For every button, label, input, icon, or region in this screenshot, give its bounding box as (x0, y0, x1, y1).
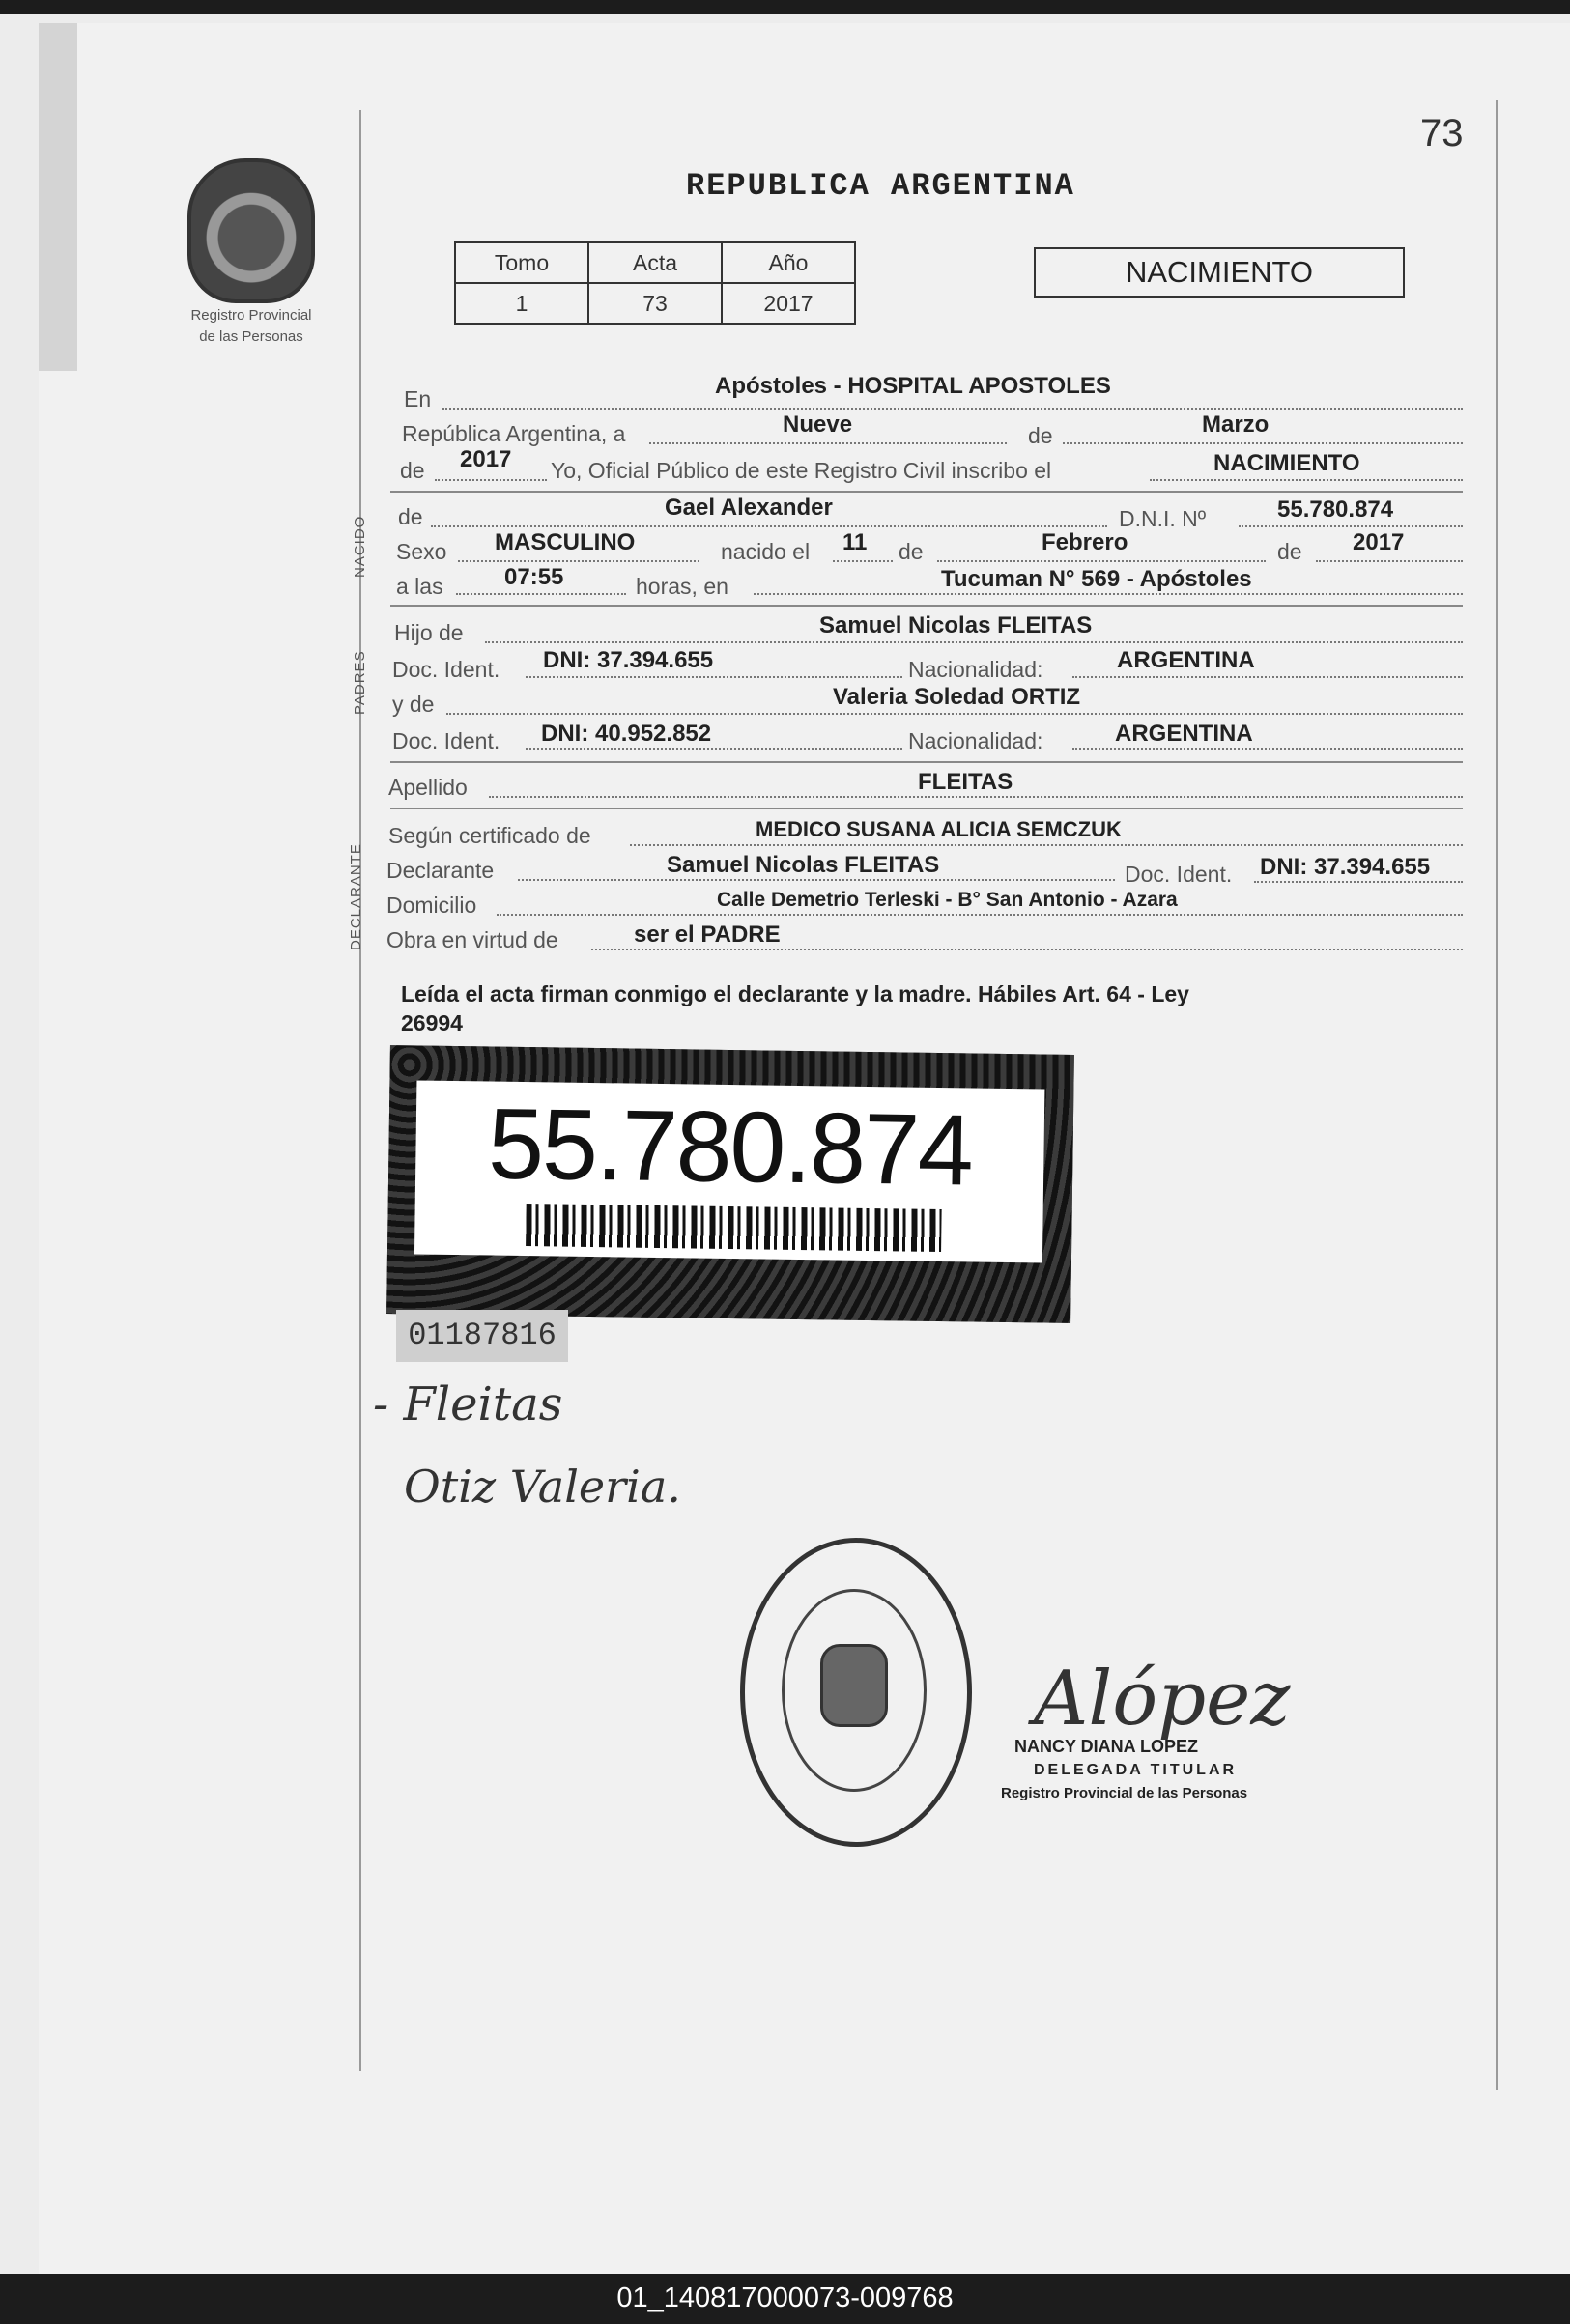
horas-label: horas, en (636, 574, 728, 599)
section-label-padres: PADRES (352, 650, 368, 715)
hijo-label: Hijo de (394, 620, 464, 645)
dotted-line (456, 593, 626, 595)
dotted-line (937, 560, 1266, 562)
dotted-line (1072, 748, 1463, 750)
dotted-line (518, 879, 1115, 881)
record-type-box: NACIMIENTO (1034, 247, 1405, 298)
month-value: Marzo (1202, 411, 1270, 438)
en-label: En (404, 386, 432, 411)
republica-label: República Argentina, a (402, 421, 626, 446)
barcode-number: 55.780.874 (487, 1088, 973, 1207)
page-number: 73 (1420, 112, 1464, 155)
header-anio: Año (722, 242, 855, 283)
statement-text: Yo, Oficial Público de este Registro Civil inscribo el (551, 458, 1052, 483)
section-divider (390, 761, 1463, 763)
year-value: 2017 (460, 446, 512, 472)
obra-value: ser el PADRE (634, 921, 781, 948)
birth-day: 11 (842, 529, 868, 555)
official-office: Registro Provincial de las Personas (1001, 1785, 1248, 1801)
place-value: Apóstoles - HOSPITAL APOSTOLES (715, 373, 1111, 399)
sexo-label: Sexo (396, 539, 447, 564)
official-role: DELEGADA TITULAR (1034, 1762, 1238, 1778)
value-tomo: 1 (455, 283, 588, 324)
security-barcode-label (386, 1045, 1074, 1323)
dotted-line (489, 796, 1463, 798)
scan-footer-id: 01_140817000073-009768 (616, 2282, 954, 2313)
official-signature: Alópez (1034, 1656, 1291, 1743)
de-label: de (1277, 539, 1302, 564)
dotted-line (1239, 525, 1463, 527)
official-round-stamp (740, 1538, 972, 1847)
document-title: REPUBLICA ARGENTINA (686, 168, 1075, 204)
record-table (454, 241, 856, 325)
declarante-value: Samuel Nicolas FLEITAS (667, 852, 940, 878)
dotted-line (833, 560, 893, 562)
logo-label-line2: de las Personas (199, 328, 303, 345)
child-name: Gael Alexander (665, 495, 833, 521)
value-anio: 2017 (722, 283, 855, 324)
official-name: NANCY DIANA LOPEZ (1014, 1737, 1199, 1756)
logo-label-line1: Registro Provincial (190, 307, 312, 324)
apellido-label: Apellido (388, 775, 468, 800)
barcode-sticker (414, 1080, 1044, 1262)
dotted-line (435, 479, 547, 481)
doc-label: Doc. Ident. (392, 728, 500, 753)
serial-number: 01187816 (396, 1310, 568, 1362)
dotted-line (630, 844, 1463, 846)
declarante-doc: DNI: 37.394.655 (1260, 854, 1431, 880)
father-nationality: ARGENTINA (1117, 647, 1255, 673)
de-label: de (1028, 423, 1053, 448)
certificate-value: MEDICO SUSANA ALICIA SEMCZUK (756, 817, 1122, 841)
left-margin-line (359, 110, 361, 2071)
doc-label: Doc. Ident. (392, 657, 500, 682)
dotted-line (526, 676, 902, 678)
dotted-line (754, 593, 1463, 595)
section-divider (390, 808, 1463, 809)
misiones-seal-icon (187, 158, 315, 303)
hora-value: 07:55 (504, 564, 564, 590)
dotted-line (526, 748, 902, 750)
nacido-label: nacido el (721, 539, 811, 564)
mother-doc: DNI: 40.952.852 (541, 721, 712, 747)
dotted-line (458, 560, 699, 562)
father-signature: - Fleitas (373, 1377, 563, 1431)
dotted-line (431, 525, 1107, 527)
closing-note (401, 979, 1444, 1037)
closing-note-line1: Leída el acta firman conmigo el declarante y la madre. Hábiles Art. 64 - Ley (401, 981, 1189, 1006)
registry-logo (174, 158, 328, 346)
sexo-value: MASCULINO (495, 529, 636, 555)
child-dni: 55.780.874 (1277, 496, 1394, 523)
domicilio-value: Calle Demetrio Terleski - B° San Antonio - Azara (717, 889, 1178, 911)
section-divider (390, 605, 1463, 607)
domicilio-label: Domicilio (386, 893, 477, 918)
value-acta: 73 (588, 283, 722, 324)
de-label: de (398, 504, 423, 529)
right-margin-line (1496, 100, 1498, 2090)
dotted-line (497, 914, 1463, 916)
mother-name: Valeria Soledad ORTIZ (833, 684, 1081, 710)
dotted-line (591, 949, 1463, 950)
birth-place: Tucuman N° 569 - Apóstoles (941, 566, 1252, 592)
header-acta: Acta (588, 242, 722, 283)
apellido-value: FLEITAS (918, 769, 1013, 795)
paper-fold-shadow (39, 23, 77, 371)
dni-label: D.N.I. Nº (1119, 506, 1207, 531)
section-label-declarante: DECLARANTE (348, 843, 364, 950)
dotted-line (649, 442, 1007, 444)
birth-month: Febrero (1042, 529, 1128, 555)
stamp-crest-icon (820, 1644, 888, 1727)
day-value: Nueve (783, 411, 853, 438)
de-label: de (400, 458, 425, 483)
event-value: NACIMIENTO (1213, 450, 1360, 476)
birth-year: 2017 (1353, 529, 1405, 555)
header-tomo: Tomo (455, 242, 588, 283)
dotted-line (1072, 676, 1463, 678)
father-doc: DNI: 37.394.655 (543, 647, 714, 673)
nacionalidad-label: Nacionalidad: (908, 728, 1043, 753)
barcode-icon (526, 1204, 942, 1252)
father-name: Samuel Nicolas FLEITAS (819, 612, 1093, 638)
dotted-line (1316, 560, 1463, 562)
mother-nationality: ARGENTINA (1115, 721, 1253, 747)
document-page (0, 14, 1570, 2274)
dotted-line (1254, 881, 1463, 883)
certificado-label: Según certificado de (388, 823, 591, 848)
hora-label: a las (396, 574, 443, 599)
declarante-label: Declarante (386, 858, 495, 883)
yde-label: y de (392, 692, 435, 717)
section-divider (390, 491, 1463, 493)
dotted-line (442, 408, 1463, 410)
obra-label: Obra en virtud de (386, 927, 558, 952)
section-label-nacido: NACIDO (352, 515, 368, 578)
dotted-line (446, 713, 1463, 715)
dotted-line (485, 641, 1463, 643)
dotted-line (1150, 479, 1463, 481)
nacionalidad-label: Nacionalidad: (908, 657, 1043, 682)
dotted-line (1063, 442, 1463, 444)
mother-signature: Otiz Valeria. (404, 1460, 681, 1513)
de-label: de (899, 539, 924, 564)
doc-label: Doc. Ident. (1125, 862, 1233, 887)
closing-note-line2: 26994 (401, 1010, 463, 1035)
